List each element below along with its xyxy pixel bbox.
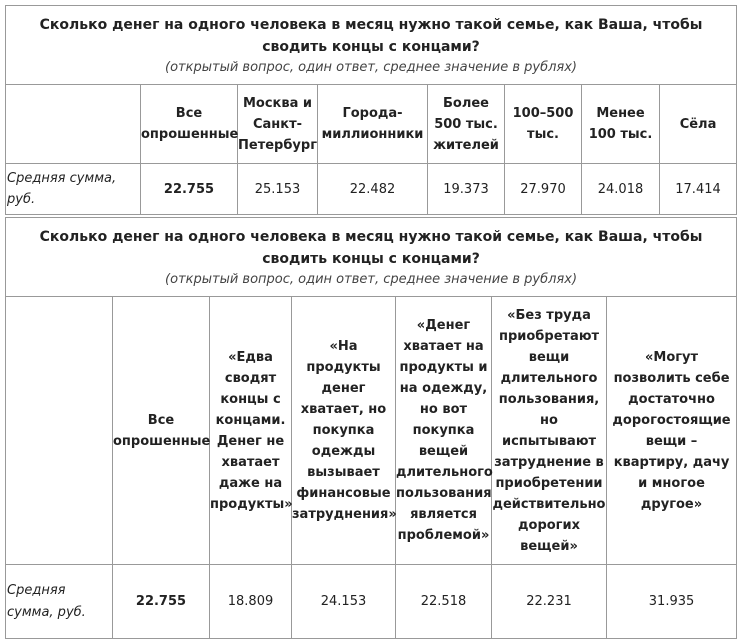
table1-value-under-100k: 24.018 bbox=[582, 164, 660, 215]
table2-value-durables: 22.518 bbox=[396, 565, 492, 639]
table-by-settlement bbox=[5, 5, 737, 215]
table-by-wealth bbox=[5, 217, 737, 639]
col-header-over-500k: Более 500 тыс. жителей bbox=[428, 85, 505, 164]
table2-row-label: Средняя сумма, руб. bbox=[6, 565, 113, 639]
col-header-barely-make-ends: «Едва сводят концы с концами. Денег не хватает даже на продукты» bbox=[210, 297, 292, 565]
col-header-million-cities: Города-миллионники bbox=[318, 85, 428, 164]
table1-value-million-cities: 22.482 bbox=[318, 164, 428, 215]
table2-value-barely: 18.809 bbox=[210, 565, 292, 639]
col-header-food-ok-clothes-hard: «На продукты денег хватает, но покупка одежды вызывает финансовые затруднения» bbox=[292, 297, 396, 565]
col-header-expensive-hard: «Без труда приобретают вещи длительного пользования, но испытывают затруднение в приобретении действительно дорогих вещей» bbox=[492, 297, 607, 565]
table2-value-food-ok: 24.153 bbox=[292, 565, 396, 639]
table1-value-all: 22.755 bbox=[141, 164, 238, 215]
col-header-all-2: Все опрошенные bbox=[113, 297, 210, 565]
table2-title-cell bbox=[6, 218, 737, 297]
table1-question: Сколько денег на одного человека в месяц нужно такой семье, как Ваша, чтобы сводить концы с концами? bbox=[39, 17, 703, 55]
col-header-durables-problem: «Денег хватает на продукты и на одежду, но вот покупка вещей длительного пользования является проблемой» bbox=[396, 297, 492, 565]
col-header-under-100k: Менее 100 тыс. bbox=[582, 85, 660, 164]
table2-value-all: 22.755 bbox=[113, 565, 210, 639]
table1-value-over-500k: 19.373 bbox=[428, 164, 505, 215]
table2-corner bbox=[6, 297, 113, 565]
col-header-100-500k: 100–500 тыс. bbox=[505, 85, 582, 164]
col-header-all: Все опрошенные bbox=[141, 85, 238, 164]
table2-value-afford: 31.935 bbox=[607, 565, 737, 639]
col-header-villages: Сёла bbox=[660, 85, 737, 164]
table1-title-cell bbox=[6, 6, 737, 85]
table1-corner bbox=[6, 85, 141, 164]
table1-value-100-500k: 27.970 bbox=[505, 164, 582, 215]
table1-value-villages: 17.414 bbox=[660, 164, 737, 215]
table2-note: (открытый вопрос, один ответ, среднее значение в рублях) bbox=[165, 272, 578, 287]
table2-value-expensive-hard: 22.231 bbox=[492, 565, 607, 639]
table1-row-label: Средняя сумма, руб. bbox=[6, 164, 141, 215]
col-header-afford-expensive: «Могут позволить себе достаточно дорогостоящие вещи – квартиру, дачу и многое другое» bbox=[607, 297, 737, 565]
table1-note: (открытый вопрос, один ответ, среднее значение в рублях) bbox=[165, 60, 577, 75]
col-header-moscow-spb: Москва и Санкт-Петербург bbox=[238, 85, 318, 164]
table1-value-moscow-spb: 25.153 bbox=[238, 164, 318, 215]
table2-question: Сколько денег на одного человека в месяц нужно такой семье, как Ваша, чтобы сводить концы с концами? bbox=[39, 229, 703, 267]
